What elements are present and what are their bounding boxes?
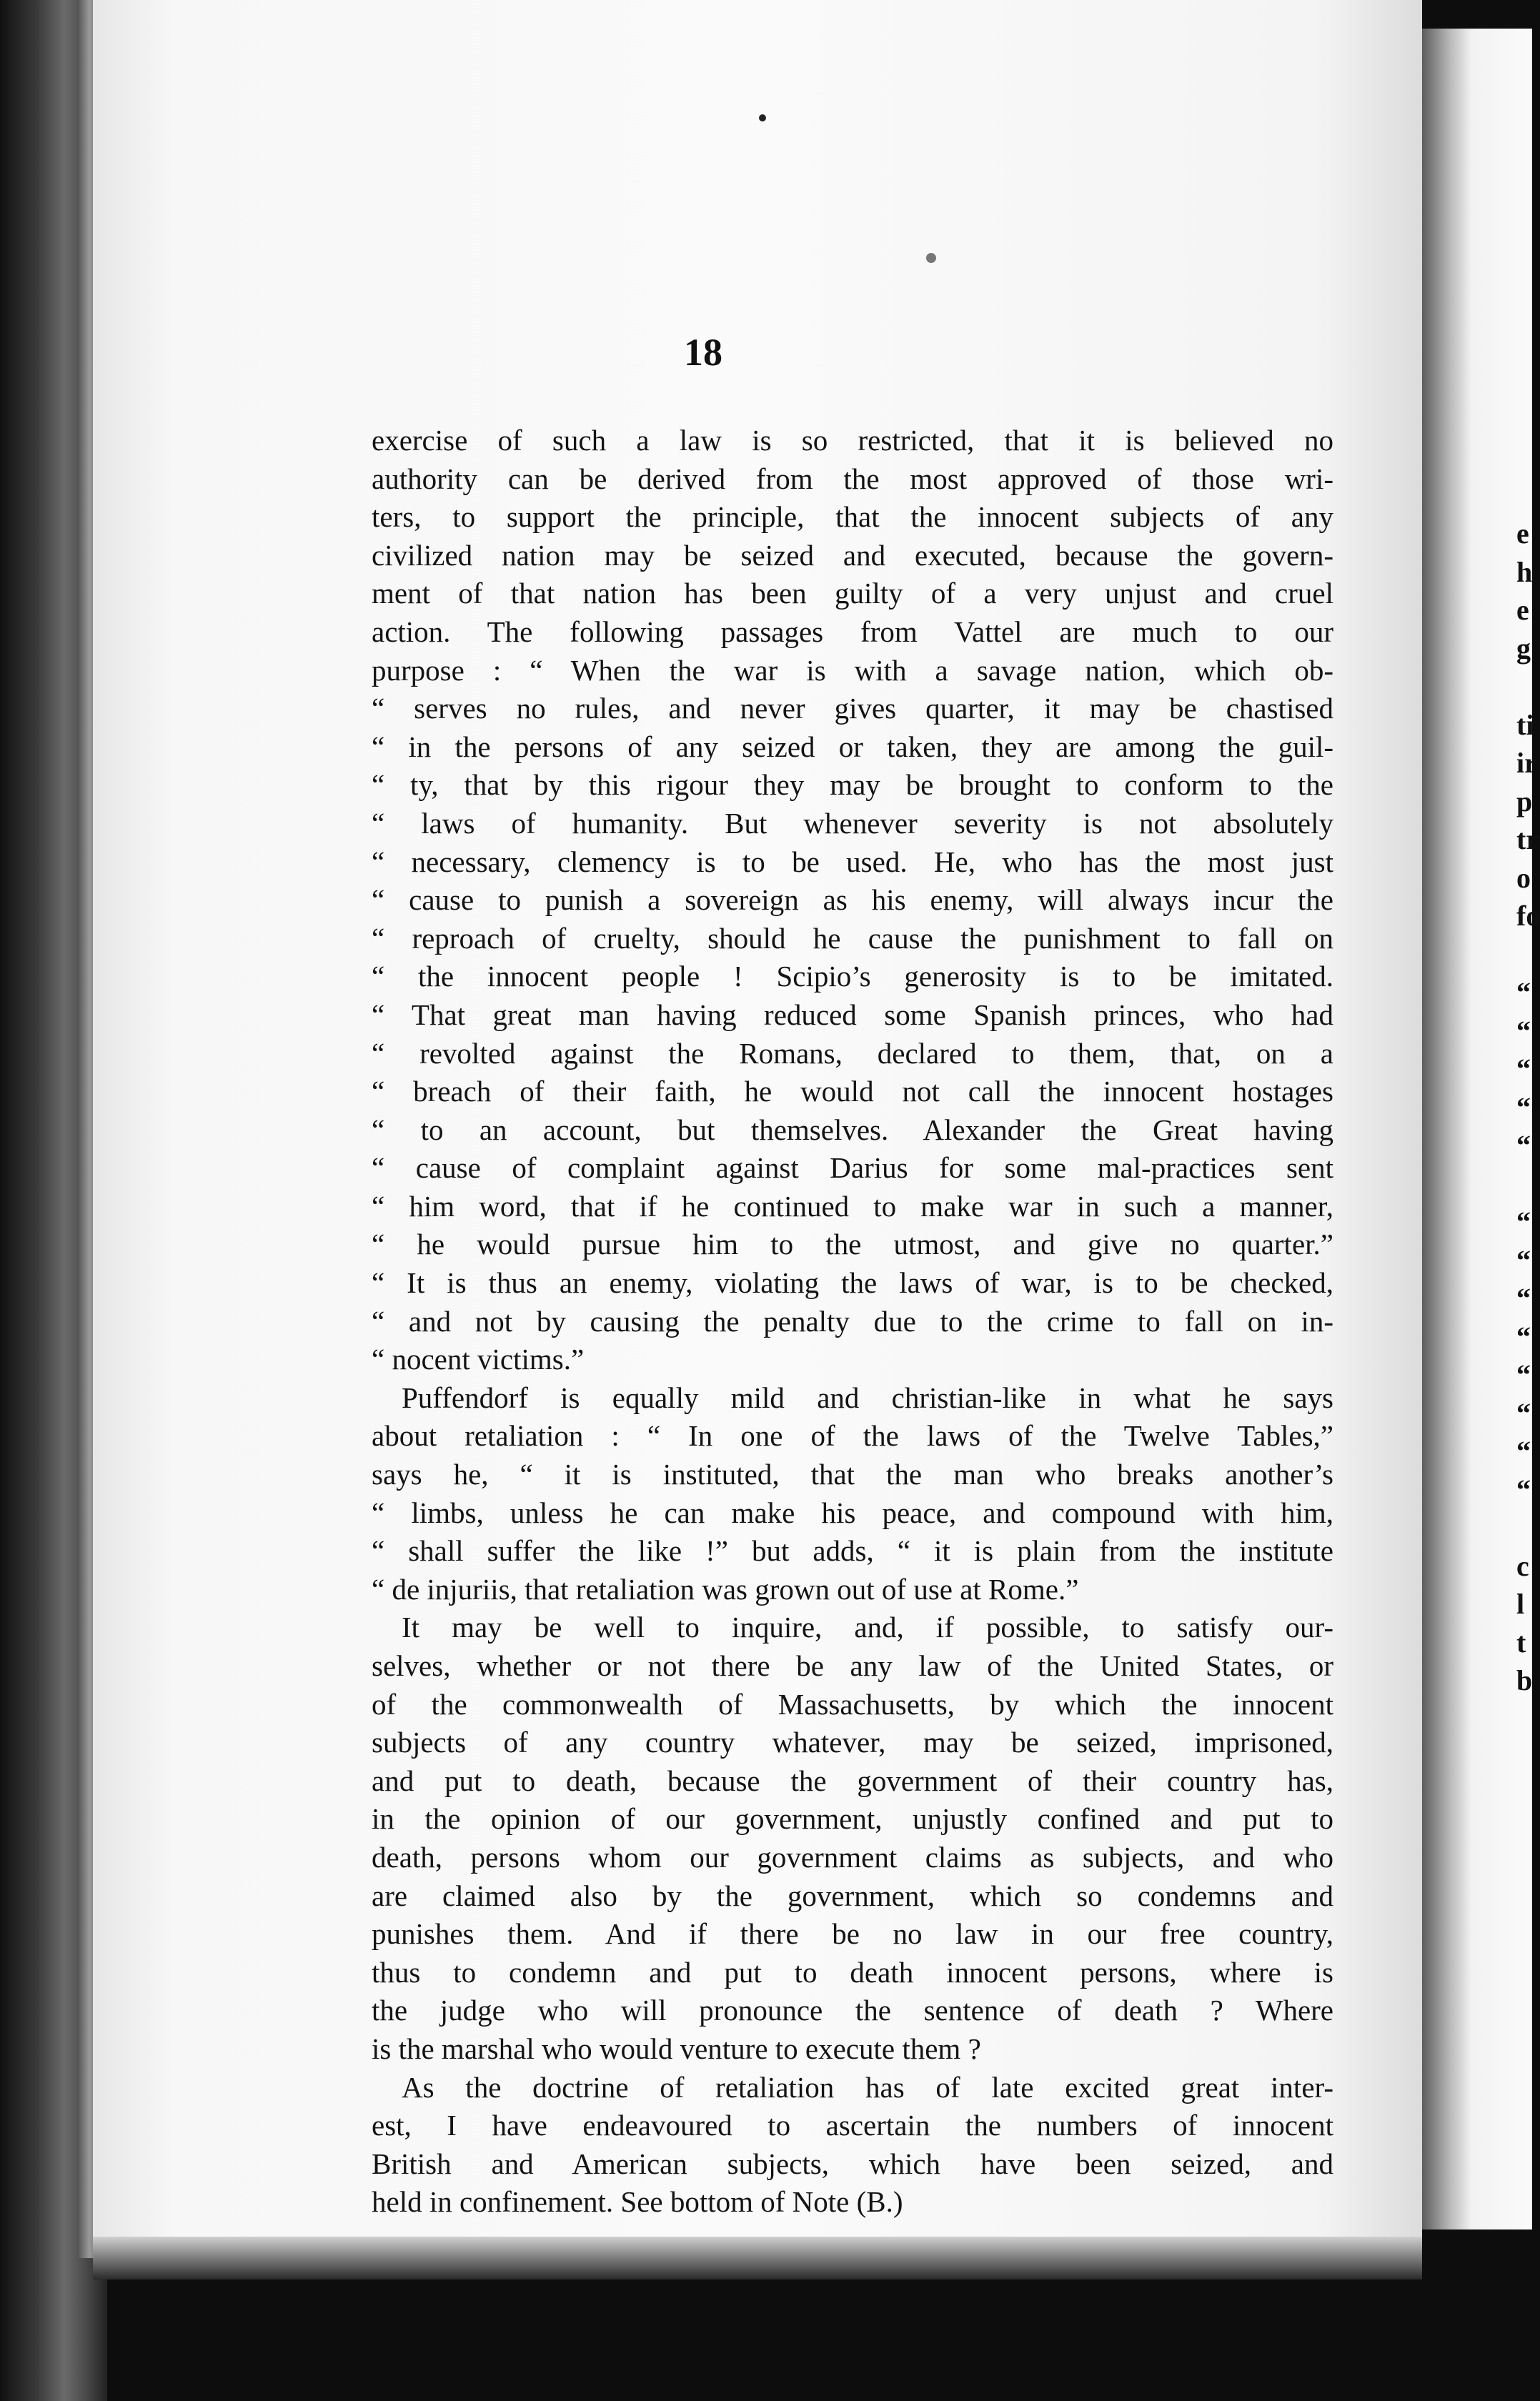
next-page-text-fragments: e h e g ti ir p tr o fo “ “ “ “ “ “ “ “ “ “ “ “ “ c l t b	[1516, 517, 1540, 1696]
text-line: British and American subjects, which have been seized, and	[372, 2147, 1333, 2180]
text-line: “ necessary, clemency is to be used. He, who has the most just	[372, 845, 1333, 878]
text-line: Puffendorf is equally mild and christian-like in what he says	[402, 1381, 1333, 1414]
text-line: “ ty, that by this rigour they may be brought to conform to the	[372, 768, 1333, 802]
text-line: held in confinement. See bottom of Note (B.)	[372, 2185, 903, 2219]
text-line: of the commonwealth of Massachusetts, by which the innocent	[372, 1687, 1333, 1721]
text-line: ment of that nation has been guilty of a very unjust and cruel	[372, 577, 1333, 610]
text-line: and put to death, because the government of their country has,	[372, 1764, 1333, 1797]
text-line: “ the innocent people ! Scipio’s generosity is to be imitated.	[372, 960, 1333, 993]
text-line: about retaliation : “ In one of the laws of the Twelve Tables,”	[372, 1419, 1333, 1453]
text-line: “ It is thus an enemy, violating the laws of war, is to be checked,	[372, 1266, 1333, 1300]
page-body-text	[372, 422, 1333, 2222]
ink-speck	[759, 114, 766, 121]
text-line: “ serves no rules, and never gives quarter, it may be chastised	[372, 692, 1333, 725]
text-line: “ de injuriis, that retaliation was grown out of use at Rome.”	[372, 1572, 1079, 1606]
text-line: thus to condemn and put to death innocent persons, where is	[372, 1955, 1333, 1989]
text-line: “ in the persons of any seized or taken, they are among the guil-	[372, 730, 1333, 763]
text-line: purpose : “ When the war is with a savage nation, which ob-	[372, 653, 1333, 687]
text-line: exercise of such a law is so restricted, that it is believed no	[372, 424, 1333, 457]
text-line: “ him word, that if he continued to make war in such a manner,	[372, 1189, 1333, 1223]
text-line: “ cause of complaint against Darius for some mal-practices sent	[372, 1151, 1333, 1185]
text-line: subjects of any country whatever, may be seized, imprisoned,	[372, 1726, 1333, 1759]
text-line: authority can be derived from the most approved of those wri-	[372, 462, 1333, 495]
text-line: “ That great man having reduced some Spanish princes, who had	[372, 998, 1333, 1031]
text-line: is the marshal who would venture to execute them ?	[372, 2032, 981, 2065]
text-line: the judge who will pronounce the sentence of death ? Where	[372, 1994, 1333, 2027]
text-line: It may be well to inquire, and, if possible, to satisfy our-	[402, 1611, 1333, 1644]
text-line: death, persons whom our government claims as subjects, and who	[372, 1840, 1333, 1874]
text-line: “ he would pursue him to the utmost, and give no quarter.”	[372, 1228, 1333, 1261]
text-line: in the opinion of our government, unjustly confined and put to	[372, 1802, 1333, 1836]
text-line: selves, whether or not there be any law of the United States, or	[372, 1649, 1333, 1682]
ink-speck	[926, 253, 936, 263]
text-line: “ breach of their faith, he would not call the innocent hostages	[372, 1075, 1333, 1108]
text-line: “ cause to punish a sovereign as his enemy, will always incur the	[372, 883, 1333, 917]
page-bottom-shadow	[93, 2237, 1422, 2280]
text-line: action. The following passages from Vattel are much to our	[372, 615, 1333, 648]
text-line: “ limbs, unless he can make his peace, and compound with him,	[372, 1496, 1333, 1529]
text-line: “ nocent victims.”	[372, 1343, 585, 1376]
text-line: ters, to support the principle, that the innocent subjects of any	[372, 500, 1333, 534]
text-line: punishes them. And if there be no law in our free country,	[372, 1917, 1333, 1951]
text-line: “ reproach of cruelty, should he cause the punishment to fall on	[372, 921, 1333, 955]
text-line: “ to an account, but themselves. Alexander the Great having	[372, 1113, 1333, 1146]
text-line: “ laws of humanity. But whenever severity is not absolutely	[372, 806, 1333, 840]
text-line: says he, “ it is instituted, that the man who breaks another’s	[372, 1458, 1333, 1491]
text-line: civilized nation may be seized and executed, because the govern-	[372, 538, 1333, 572]
text-line: are claimed also by the government, which so condemns and	[372, 1879, 1333, 1912]
text-line: “ revolted against the Romans, declared to them, that, on a	[372, 1036, 1333, 1070]
text-line: est, I have endeavoured to ascertain the numbers of innocent	[372, 2109, 1333, 2142]
text-line: “ and not by causing the penalty due to the crime to fall on in-	[372, 1304, 1333, 1338]
text-line: “ shall suffer the like !” but adds, “ it is plain from the institute	[372, 1534, 1333, 1568]
text-line: As the doctrine of retaliation has of late excited great inter-	[402, 2070, 1333, 2104]
page-number	[0, 330, 1532, 374]
page-number-text: 18	[684, 331, 722, 374]
